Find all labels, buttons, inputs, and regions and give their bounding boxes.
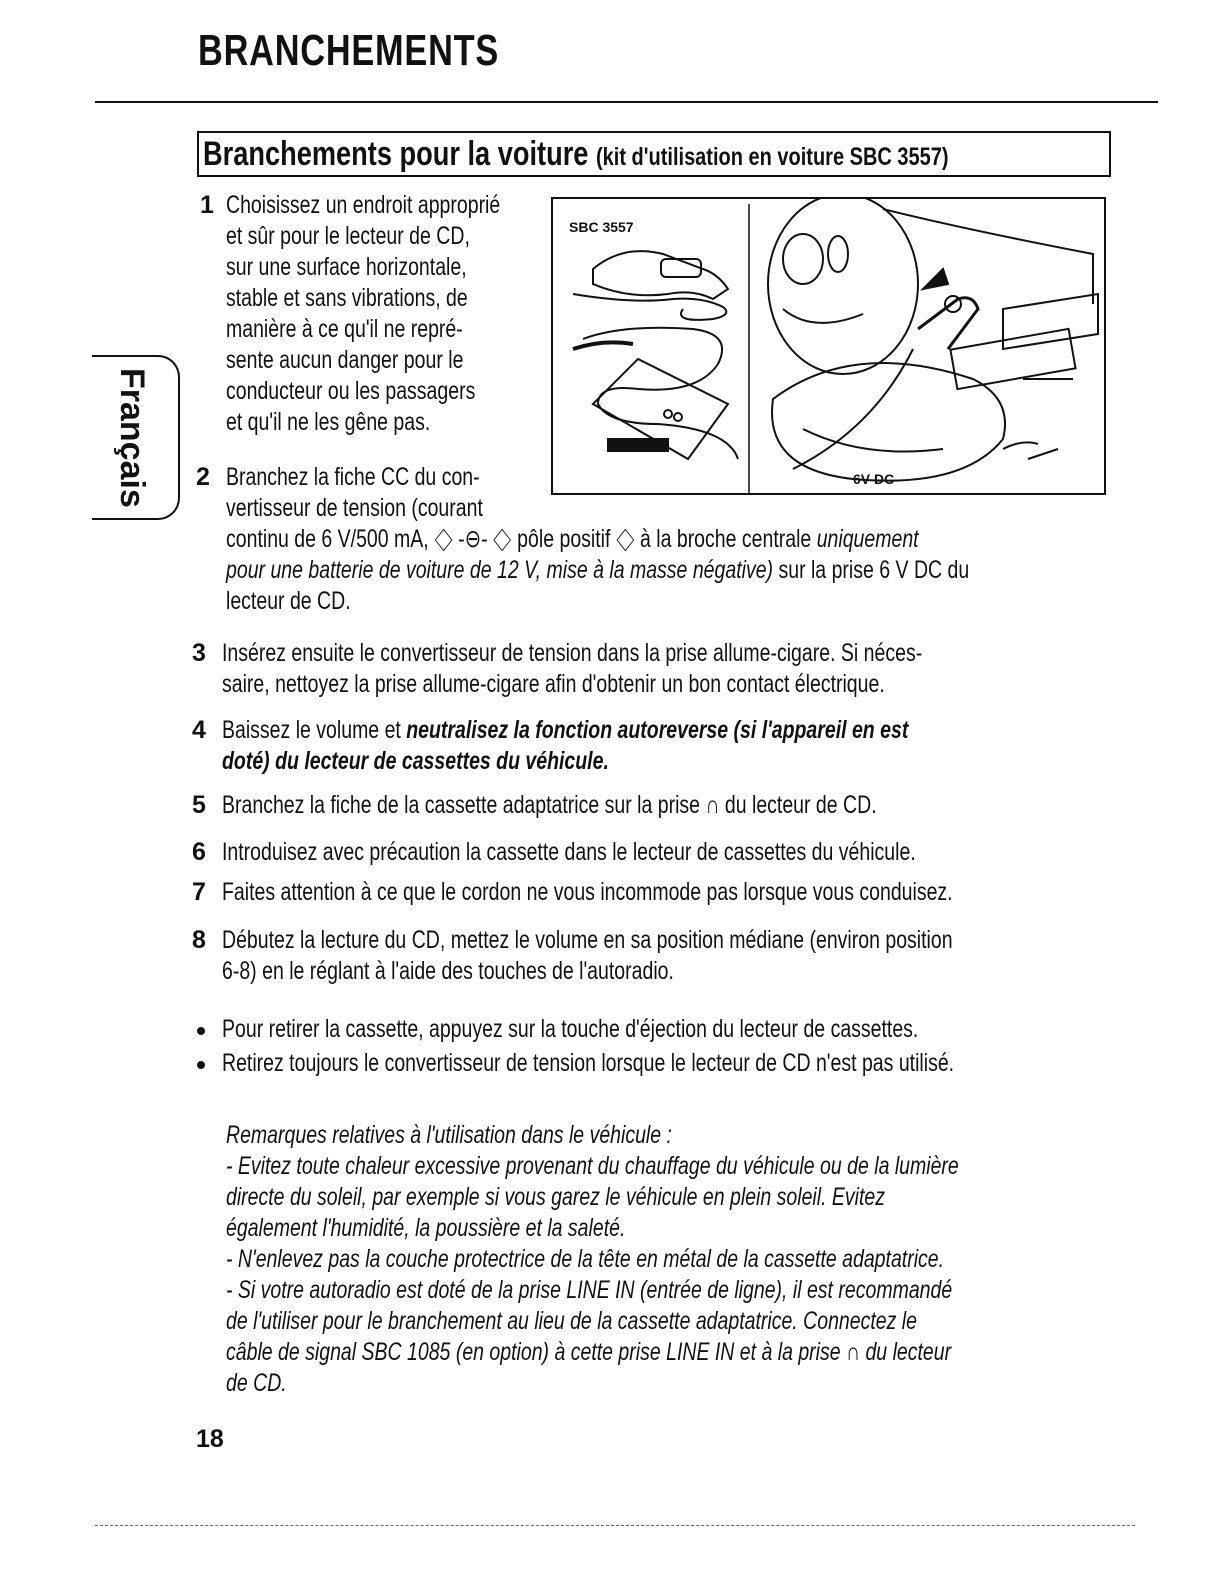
page-number: 18	[196, 1425, 224, 1453]
step-8-line: Débutez la lecture du CD, mettez le volume en sa position médiane (environ position	[222, 926, 953, 954]
note-line: Remarques relatives à l'utilisation dans le véhicule :	[226, 1121, 672, 1149]
step-4-line-part: neutralisez la fonction autoreverse (si l'appareil en est	[406, 716, 909, 744]
step-7-text: Faites attention à ce que le cordon ne vous incommode pas lorsque vous conduisez.	[222, 878, 953, 906]
step-1-line: et sûr pour le lecteur de CD,	[226, 222, 470, 250]
step-4-line	[222, 715, 908, 746]
step-4-line-part: Baissez le volume et	[222, 716, 401, 744]
step-2-line-part: à la broche centrale	[639, 525, 812, 553]
step-2-line: Branchez la fiche CC du con-	[226, 463, 480, 491]
figure-kit-label: SBC 3557	[569, 219, 634, 235]
step-3-line: saire, nettoyez la prise allume-cigare afin d'obtenir un bon contact électrique.	[222, 670, 885, 698]
note-line-part: du lecteur	[865, 1338, 952, 1366]
step-8-line: 6-8) en le réglant à l'aide des touches de l'autoradio.	[222, 957, 674, 985]
step-2-line-part: continu de 6 V/500 mA,	[226, 525, 429, 553]
note-line-part: câble de signal SBC 1085 (en option) à cette prise LINE IN et à la prise	[226, 1338, 841, 1366]
step-number: 4	[192, 716, 206, 744]
step-number: 5	[192, 791, 206, 819]
section-title: Branchements pour la voiture	[203, 135, 589, 173]
step-4-text	[222, 715, 908, 777]
step-2-text	[226, 462, 969, 617]
step-2-line: vertisseur de tension (courant	[226, 494, 483, 522]
step-1-line: sente aucun danger pour le	[226, 346, 464, 374]
note-line: - Evitez toute chaleur excessive provenant du chauffage du véhicule ou de la lumière	[226, 1152, 959, 1180]
step-3-text	[222, 638, 922, 700]
step-1-line: Choisissez un endroit approprié	[226, 191, 501, 219]
step-5-line-part: du lecteur de CD.	[724, 791, 877, 819]
step-1-text	[226, 190, 500, 438]
note-line: directe du soleil, par exemple si vous garez le véhicule en plein soleil. Evitez	[226, 1183, 886, 1211]
step-1-line: conducteur ou les passagers	[226, 377, 476, 405]
step-1-line: sur une surface horizontale,	[226, 253, 467, 281]
step-number: 6	[192, 838, 206, 866]
bottom-rule	[95, 1525, 1135, 1526]
step-2-line-part: sur la prise 6 V DC du	[778, 556, 970, 584]
step-1-line: manière à ce qu'il ne repré-	[226, 315, 463, 343]
car-adapter-kit-illustration	[553, 199, 1104, 493]
note-line: de CD.	[226, 1369, 287, 1397]
step-number: 1	[200, 191, 214, 219]
step-number: 7	[192, 878, 206, 906]
bullet-dot	[197, 1027, 205, 1035]
step-2-line-part: pôle positif	[517, 525, 611, 553]
figure-dc-label: 6V DC	[853, 471, 895, 487]
headphones-icon: ∩	[846, 1338, 861, 1366]
note-line: également l'humidité, la poussière et la saleté.	[226, 1214, 626, 1242]
bullet-item: Retirez toujours le convertisseur de tension lorsque le lecteur de CD n'est pas utilisé.	[222, 1049, 955, 1077]
section-heading-box	[197, 131, 1111, 177]
note-line: - N'enlevez pas la couche protectrice de la tête en métal de la cassette adaptatrice.	[226, 1245, 945, 1273]
step-5-line-part: Branchez la fiche de la cassette adaptatrice sur la prise	[222, 791, 701, 819]
section-subtitle: (kit d'utilisation en voiture SBC 3557)	[595, 143, 949, 171]
step-2-line	[226, 524, 969, 555]
step-4-line: doté) du lecteur de cassettes du véhicule.	[222, 747, 609, 775]
note-line: - Si votre autoradio est doté de la prise LINE IN (entrée de ligne), il est recommandé	[226, 1276, 953, 1304]
step-2-line: lecteur de CD.	[226, 587, 351, 615]
step-number: 2	[196, 463, 210, 491]
step-5-text	[222, 790, 877, 821]
step-2-line-part: pour une batterie de voiture de 12 V, mise à la masse négative)	[226, 556, 774, 584]
note-line: de l'utiliser pour le branchement au lieu de la cassette adaptatrice. Connectez le	[226, 1307, 917, 1335]
positive-pole-icon	[435, 529, 453, 552]
positive-pole-icon	[494, 529, 512, 552]
step-number: 3	[192, 639, 206, 667]
language-tab-label: Français	[113, 368, 151, 508]
dc-polarity-icon: -⊖-	[458, 525, 488, 553]
bullet-item: Pour retirer la cassette, appuyez sur la touche d'éjection du lecteur de cassettes.	[222, 1015, 919, 1043]
bullet-dot	[197, 1061, 205, 1069]
step-2-line	[226, 555, 969, 586]
step-8-text	[222, 925, 953, 987]
page-title: BRANCHEMENTS	[198, 26, 500, 75]
step-3-line: Insérez ensuite le convertisseur de tension dans la prise allume-cigare. Si néces-	[222, 639, 923, 667]
vehicle-notes	[226, 1120, 959, 1399]
step-number: 8	[192, 926, 206, 954]
step-1-line: et qu'il ne les gêne pas.	[226, 408, 431, 436]
step-1-line: stable et sans vibrations, de	[226, 284, 468, 312]
step-2-line-part: uniquement	[816, 525, 919, 553]
headphones-icon: ∩	[705, 791, 720, 819]
car-kit-figure	[551, 197, 1106, 495]
positive-pole-icon	[616, 529, 634, 552]
note-line	[226, 1337, 959, 1368]
title-rule	[95, 101, 1158, 103]
step-6-text: Introduisez avec précaution la cassette dans le lecteur de cassettes du véhicule.	[222, 838, 916, 866]
